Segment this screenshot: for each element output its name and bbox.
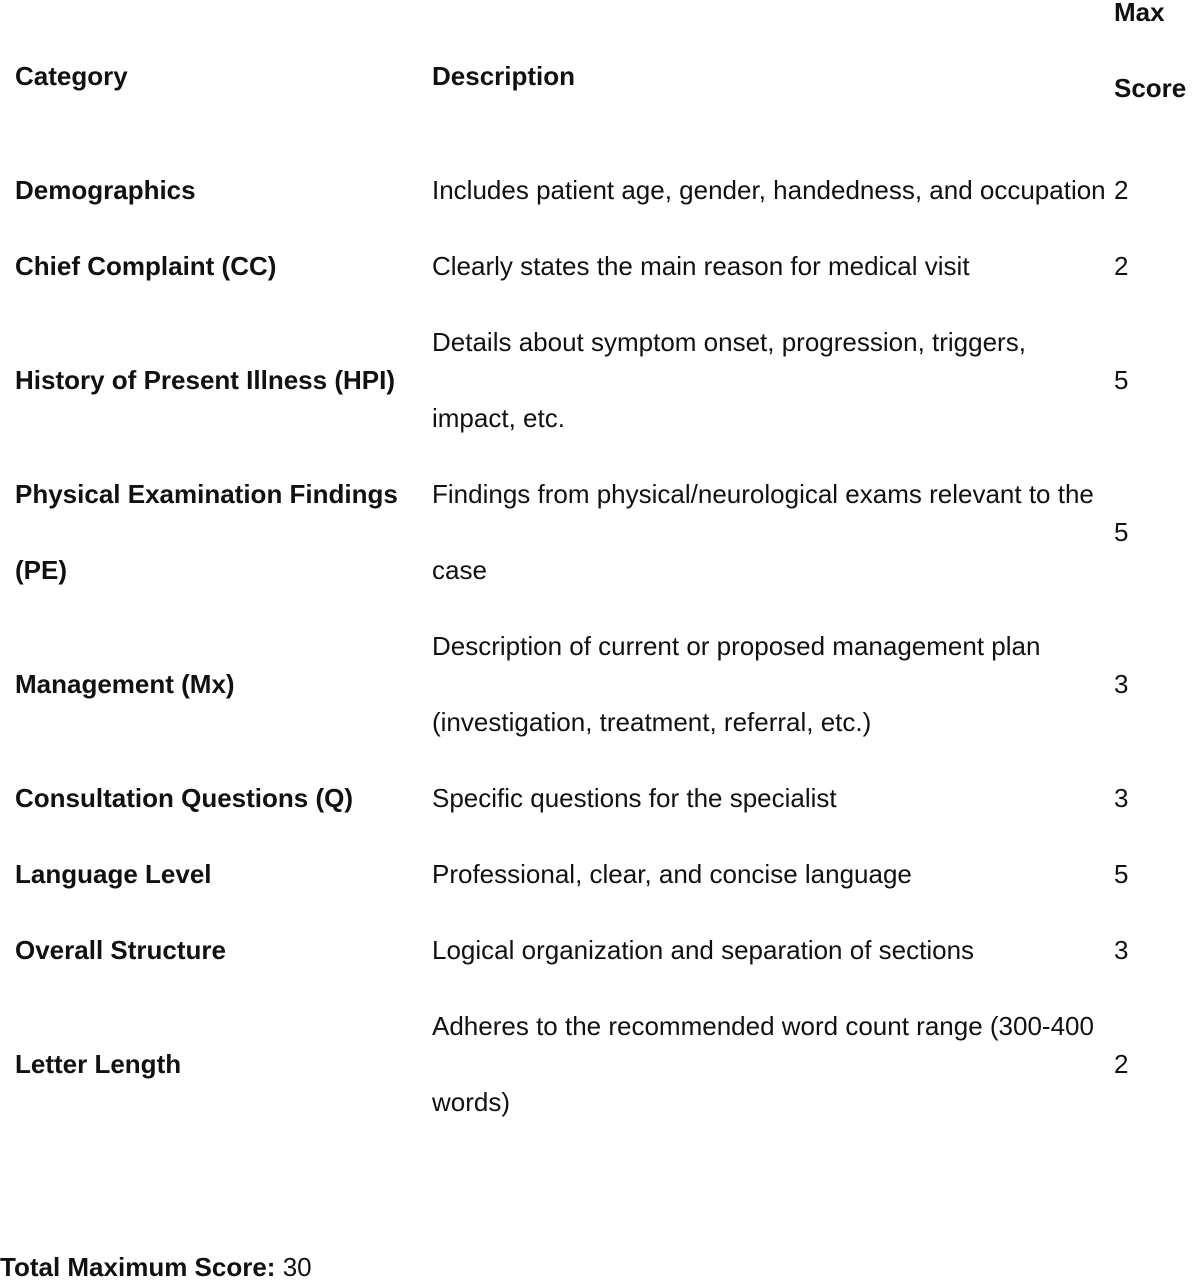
total-label: Total Maximum Score: (0, 1252, 276, 1282)
row-category: History of Present Illness (HPI) (15, 365, 395, 395)
row-score: 3 (1114, 783, 1129, 813)
row-score: 2 (1114, 175, 1129, 205)
row-description: Details about symptom onset, progression, triggers, impact, etc. (432, 327, 1026, 433)
table-row (15, 304, 1198, 456)
table-row (15, 836, 1198, 912)
row-score: 5 (1114, 365, 1129, 395)
row-description: Adheres to the recommended word count range (300-400 words) (432, 1011, 1094, 1117)
row-category: Demographics (15, 175, 196, 205)
row-score: 5 (1114, 517, 1129, 547)
header-max-score: Max Score (1114, 0, 1187, 103)
row-category: Chief Complaint (CC) (15, 251, 277, 281)
row-category: Management (Mx) (15, 669, 235, 699)
scoring-rubric-table (15, 0, 1198, 1140)
row-category: Consultation Questions (Q) (15, 783, 353, 813)
row-score: 3 (1114, 669, 1129, 699)
row-score: 3 (1114, 935, 1129, 965)
row-description: Findings from physical/neurological exams relevant to the case (432, 479, 1094, 585)
header-description: Description (432, 61, 576, 91)
table-row (15, 608, 1198, 760)
row-category: Language Level (15, 859, 212, 889)
row-category: Letter Length (15, 1049, 182, 1079)
table-row (15, 912, 1198, 988)
table-body (15, 152, 1198, 1140)
row-description: Description of current or proposed management plan (investigation, treatment, referral, etc.) (432, 631, 1041, 737)
total-value: 30 (282, 1252, 312, 1282)
row-score: 2 (1114, 251, 1129, 281)
row-description: Clearly states the main reason for medical visit (432, 251, 970, 281)
table-header (15, 0, 1198, 152)
row-category: Physical Examination Findings (PE) (15, 479, 398, 585)
table-row (15, 760, 1198, 836)
row-description: Includes patient age, gender, handedness, and occupation (432, 175, 1106, 205)
header-row (15, 0, 1198, 152)
table-row (15, 152, 1198, 228)
row-score: 2 (1114, 1049, 1129, 1079)
row-description: Professional, clear, and concise language (432, 859, 912, 889)
table-row (15, 228, 1198, 304)
row-description: Logical organization and separation of sections (432, 935, 975, 965)
row-score: 5 (1114, 859, 1129, 889)
table-row (15, 988, 1198, 1140)
table-row (15, 456, 1198, 608)
row-description: Specific questions for the specialist (432, 783, 837, 813)
row-category: Overall Structure (15, 935, 226, 965)
header-category: Category (15, 61, 128, 91)
total-max-score (0, 1247, 312, 1287)
